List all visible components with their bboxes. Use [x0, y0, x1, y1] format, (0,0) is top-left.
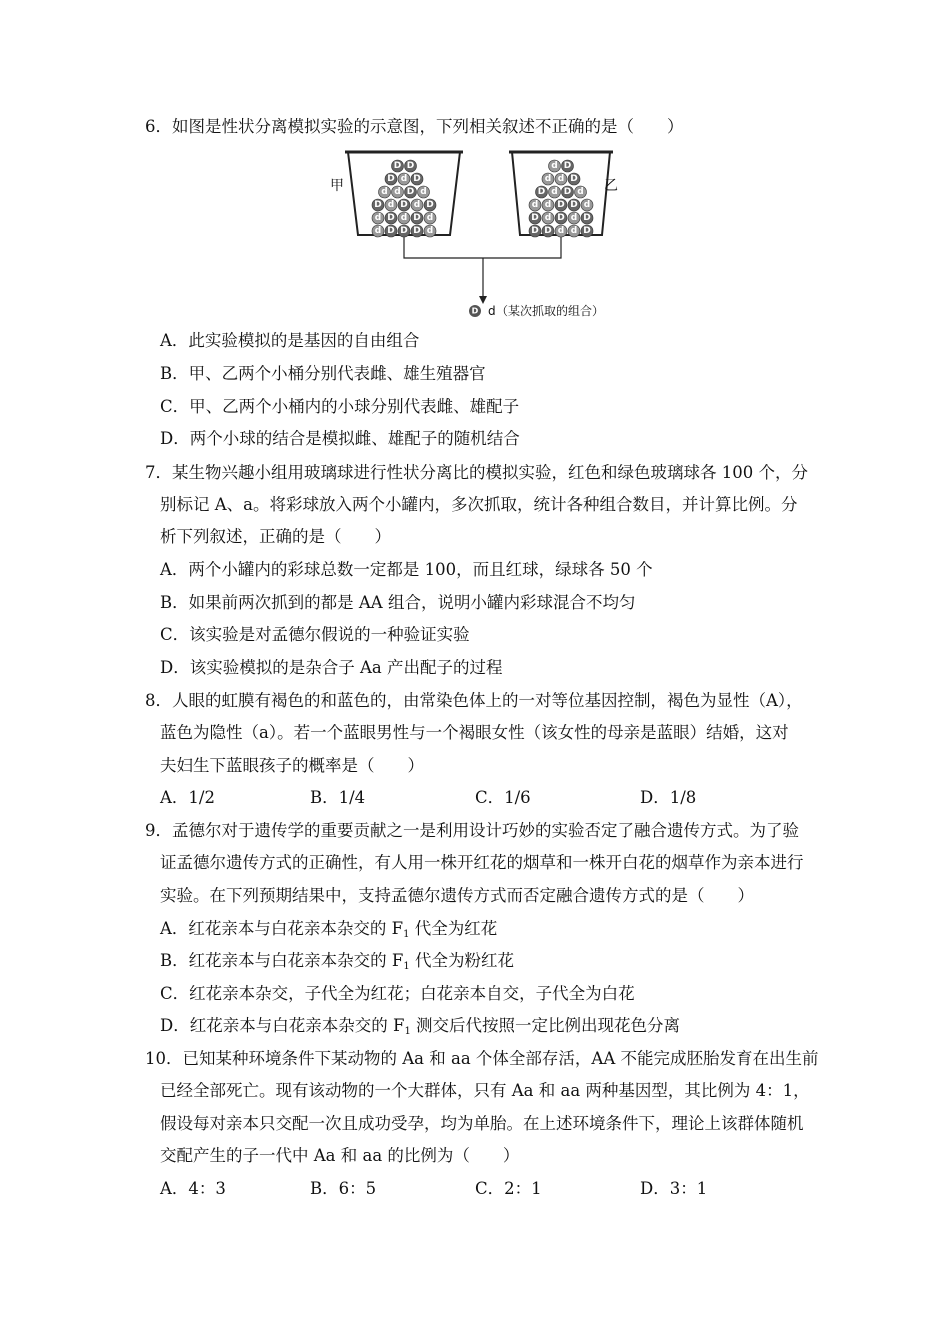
q10-choice-d[interactable]: D．3：1	[640, 1179, 708, 1198]
ball-label: D	[387, 213, 395, 223]
q8-choice-b[interactable]: B．1/4	[310, 788, 366, 807]
ball-label: D	[393, 161, 402, 171]
q9-stem-line: 9．孟德尔对于遗传学的重要贡献之一是利用设计巧妙的实验否定了融合遗传方式。为了验	[145, 821, 799, 840]
q9-stem-line: 实验。在下列预期结果中，支持孟德尔遗传方式而否定融合遗传方式的是（ ）	[160, 886, 754, 905]
pick-result	[469, 303, 604, 318]
q6-option-c[interactable]: C．甲、乙两个小桶内的小球分别代表雌、雄配子	[160, 397, 520, 416]
ball-label: d	[557, 174, 565, 184]
ball-label: D	[570, 174, 578, 184]
ball-label: D	[426, 200, 434, 210]
ball-label: d	[426, 226, 434, 236]
q8-stem-line: 蓝色为隐性（a）。若一个蓝眼男性与一个褐眼女性（该女性的母亲是蓝眼）结婚，这对	[160, 723, 789, 742]
ball-label: D	[570, 200, 578, 210]
q8-stem-line: 8．人眼的虹膜有褐色的和蓝色的，由常染色体上的一对等位基因控制，褐色为显性（A），	[145, 691, 803, 710]
ball-label: D	[413, 226, 421, 236]
balls-left	[372, 160, 436, 237]
ball-label: d	[420, 187, 427, 197]
q6-stem: 6．如图是性状分离模拟实验的示意图，下列相关叙述不正确的是（ ）	[145, 117, 684, 136]
ball-label: d	[570, 213, 578, 223]
ball-label: D	[531, 226, 539, 236]
svg-text:d: d	[488, 304, 496, 318]
sex-separation-diagram	[330, 140, 620, 325]
ball-label: d	[413, 200, 421, 210]
q10-stem-line: 交配产生的子一代中 Aa 和 aa 的比例为（ ）	[160, 1146, 520, 1165]
ball-label: D	[400, 200, 408, 210]
q7-option-b[interactable]: B．如果前两次抓到的都是 AA 组合，说明小罐内彩球混合不均匀	[160, 593, 636, 612]
ball-label: D	[557, 200, 565, 210]
ball-label: d	[583, 200, 591, 210]
q9-option-b[interactable]: B．红花亲本与白花亲本杂交的 $F_1$ 代全为粉红花	[160, 951, 514, 972]
svg-text:D: D	[471, 306, 479, 316]
q7-option-a[interactable]: A．两个小罐内的彩球总数一定都是 100，而且红球，绿球各 50 个	[160, 560, 653, 579]
ball-label: d	[544, 213, 552, 223]
ball-label: d	[400, 174, 408, 184]
q10-choice-a[interactable]: A．4：3	[160, 1179, 226, 1198]
ball-label: D	[563, 161, 572, 171]
ball-label: d	[374, 226, 382, 236]
ball-label: D	[400, 226, 408, 236]
ball-label: d	[544, 174, 552, 184]
ball-label: d	[577, 187, 584, 197]
q9-option-c[interactable]: C．红花亲本杂交，子代全为红花；白花亲本自交，子代全为白花	[160, 984, 635, 1003]
ball-label: D	[531, 213, 539, 223]
q7-option-c[interactable]: C．该实验是对孟德尔假说的一种验证实验	[160, 625, 470, 644]
ball-label: d	[557, 226, 565, 236]
q10-stem-line: 假设每对亲本只交配一次且成功受孕，均为单胎。在上述环境条件下，理论上该群体随机	[160, 1114, 804, 1133]
q7-stem-line: 别标记 A、a。将彩球放入两个小罐内，多次抓取，统计各种组合数目，并计算比例。分	[160, 495, 798, 514]
ball-label: D	[406, 187, 415, 197]
q9-stem-line: 证孟德尔遗传方式的正确性，有人用一株开红花的烟草和一株开白花的烟草作为亲本进行	[160, 853, 804, 872]
q10-choice-b[interactable]: B．6：5	[310, 1179, 377, 1198]
q8-choice-a[interactable]: A．1/2	[160, 788, 215, 807]
ball-label: D	[387, 226, 395, 236]
q7-stem-line: 析下列叙述，正确的是（ ）	[160, 527, 391, 546]
ball-label: D	[387, 174, 395, 184]
ball-label: d	[374, 213, 382, 223]
ball-label: d	[531, 200, 539, 210]
q10-stem-line: 10．已知某种环境条件下某动物的 Aa 和 aa 个体全部存活，AA 不能完成胚胎发育在出生前	[145, 1049, 819, 1068]
q6-option-a[interactable]: A．此实验模拟的是基因的自由组合	[160, 331, 420, 350]
ball-label: d	[551, 161, 558, 171]
ball-label: d	[551, 187, 558, 197]
ball-label: D	[583, 213, 591, 223]
diagram-caption: （某次抓取的组合）	[496, 304, 605, 318]
ball-label: d	[426, 213, 434, 223]
ball-label: D	[413, 174, 421, 184]
ball-label: D	[406, 161, 415, 171]
q8-choice-c[interactable]: C．1/6	[475, 788, 531, 807]
q6-option-d[interactable]: D．两个小球的结合是模拟雌、雄配子的随机结合	[160, 429, 520, 448]
balls-right	[529, 160, 593, 237]
q7-option-d[interactable]: D．该实验模拟的是杂合子 Aa 产出配子的过程	[160, 658, 503, 677]
q7-stem-line: 7．某生物兴趣小组用玻璃球进行性状分离比的模拟实验，红色和绿色玻璃球各 100 个，分	[145, 463, 808, 482]
ball-label: d	[544, 200, 552, 210]
ball-label: d	[400, 213, 408, 223]
ball-label: d	[570, 226, 578, 236]
label-yi: 乙	[604, 178, 618, 194]
label-jia: 甲	[330, 178, 344, 194]
ball-label: D	[544, 226, 552, 236]
ball-label: D	[583, 226, 591, 236]
ball-label: D	[413, 213, 421, 223]
q6-option-b[interactable]: B．甲、乙两个小桶分别代表雌、雄生殖器官	[160, 364, 486, 383]
q10-choice-c[interactable]: C．2：1	[475, 1179, 542, 1198]
ball-label: D	[537, 187, 546, 197]
q10-stem-line: 已经全部死亡。现有该动物的一个大群体，只有 Aa 和 aa 两种基因型，其比例为 4：1，	[160, 1081, 810, 1100]
q9-option-d[interactable]: D．红花亲本与白花亲本杂交的 $F_1$ 测交后代按照一定比例出现花色分离	[160, 1016, 681, 1037]
ball-label: d	[387, 200, 395, 210]
ball-label: D	[563, 187, 572, 197]
ball-label: d	[394, 187, 401, 197]
q8-stem-line: 夫妇生下蓝眼孩子的概率是（ ）	[160, 756, 424, 775]
ball-label: D	[557, 213, 565, 223]
q8-choice-d[interactable]: D．1/8	[640, 788, 697, 807]
q9-option-a[interactable]: A．红花亲本与白花亲本杂交的 $F_1$ 代全为红花	[160, 919, 498, 940]
ball-label: d	[381, 187, 388, 197]
ball-label: D	[374, 200, 382, 210]
